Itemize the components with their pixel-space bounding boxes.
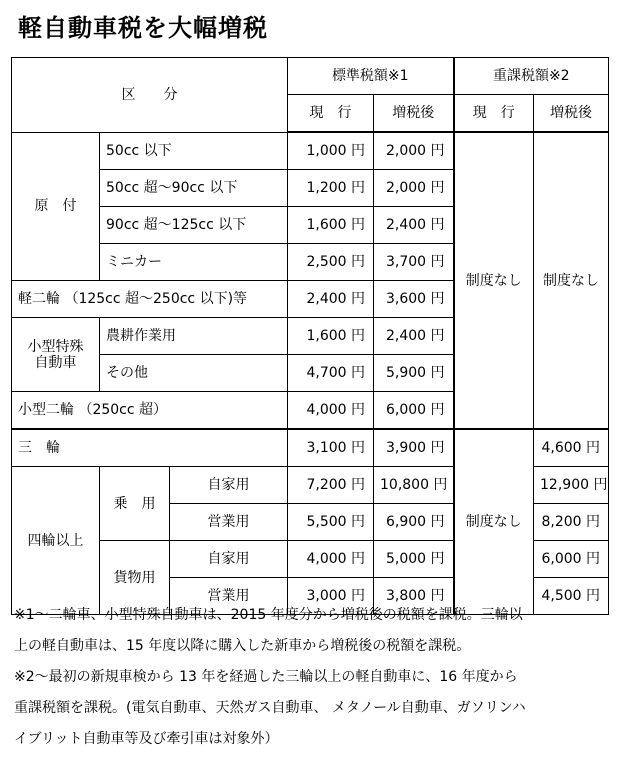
current-value: 1,600 円 [288, 207, 374, 244]
current-value: 3,000 円 [288, 578, 374, 615]
tax-table [11, 57, 609, 615]
row-label: 農耕作業用 [100, 318, 288, 355]
current-value: 4,000 円 [288, 541, 374, 578]
group-small-special-line2: 自動車 [34, 354, 77, 371]
note-line: 上の軽自動車は、15 年度以降に購入した新車から増税後の税額を課税。 [14, 638, 471, 654]
row-label: 50cc 超～90cc 以下 [100, 170, 288, 207]
notes [14, 600, 610, 755]
heavy-increased-value: 4,500 円 [534, 578, 609, 615]
table-row [12, 132, 609, 170]
increased-value: 2,400 円 [374, 318, 454, 355]
increased-value: 2,000 円 [374, 170, 454, 207]
header-category: 区 分 [12, 58, 288, 133]
row-label: その他 [100, 355, 288, 392]
header-standard-current: 現 行 [288, 95, 374, 133]
current-value: 4,000 円 [288, 392, 374, 430]
current-value: 1,600 円 [288, 318, 374, 355]
current-value: 1,000 円 [288, 132, 374, 170]
note-line: 重課税額を課税。(電気自動車、天然ガス自動車、 メタノール自動車、ガソリンハ [14, 700, 526, 716]
increased-value: 3,600 円 [374, 281, 454, 318]
increased-value: 6,900 円 [374, 504, 454, 541]
heavy-increased-value: 8,200 円 [534, 504, 609, 541]
row-label: 軽二輪 （125cc 超～250cc 以下)等 [12, 281, 288, 318]
header-heavy: 重課税額※2 [454, 58, 609, 95]
group-cargo: 貨物用 [100, 541, 170, 615]
row-label: 自家用 [170, 541, 288, 578]
row-label: 営業用 [170, 578, 288, 615]
group-four-wheel: 四輪以上 [12, 467, 100, 615]
heavy-increased-value: 4,600 円 [534, 429, 609, 467]
note-line: ※1～二輪車、小型特殊自動車は、2015 年度分から増税後の税額を課税。三輪以 [14, 607, 523, 623]
heavy-current-none: 制度なし [454, 132, 534, 429]
increased-value: 3,900 円 [374, 429, 454, 467]
header-heavy-current: 現 行 [454, 95, 534, 133]
row-label: 小型二輪 （250cc 超） [12, 392, 288, 430]
heavy-increased-value: 12,900 円 [534, 467, 609, 504]
row-label: ミニカー [100, 244, 288, 281]
current-value: 1,200 円 [288, 170, 374, 207]
current-value: 5,500 円 [288, 504, 374, 541]
header-standard-increased: 増税後 [374, 95, 454, 133]
increased-value: 6,000 円 [374, 392, 454, 430]
heavy-increased-value: 6,000 円 [534, 541, 609, 578]
group-passenger: 乗 用 [100, 467, 170, 541]
header-heavy-increased: 増税後 [534, 95, 609, 133]
row-label: 90cc 超～125cc 以下 [100, 207, 288, 244]
increased-value: 3,700 円 [374, 244, 454, 281]
row-label: 営業用 [170, 504, 288, 541]
increased-value: 2,000 円 [374, 132, 454, 170]
page-title: 軽自動車税を大幅増税 [18, 14, 268, 42]
note-line: ※2～最初の新規車検から 13 年を経過した三輪以上の軽自動車に、16 年度から [14, 669, 518, 685]
current-value: 2,500 円 [288, 244, 374, 281]
current-value: 7,200 円 [288, 467, 374, 504]
increased-value: 3,800 円 [374, 578, 454, 615]
heavy-increased-none: 制度なし [534, 132, 609, 429]
row-label: 自家用 [170, 467, 288, 504]
increased-value: 10,800 円 [374, 467, 454, 504]
row-label: 50cc 以下 [100, 132, 288, 170]
row-label: 三 輪 [12, 429, 288, 467]
group-small-special-line1: 小型特殊 [27, 338, 84, 355]
header-standard: 標準税額※1 [288, 58, 454, 95]
current-value: 2,400 円 [288, 281, 374, 318]
table-row [12, 429, 609, 467]
heavy-current-none: 制度なし [454, 429, 534, 615]
increased-value: 5,000 円 [374, 541, 454, 578]
note-line: イブリット自動車等及び牽引車は対象外） [14, 731, 279, 747]
current-value: 4,700 円 [288, 355, 374, 392]
current-value: 3,100 円 [288, 429, 374, 467]
increased-value: 2,400 円 [374, 207, 454, 244]
group-small-special [12, 318, 100, 392]
group-gentsuki: 原 付 [12, 132, 100, 281]
increased-value: 5,900 円 [374, 355, 454, 392]
